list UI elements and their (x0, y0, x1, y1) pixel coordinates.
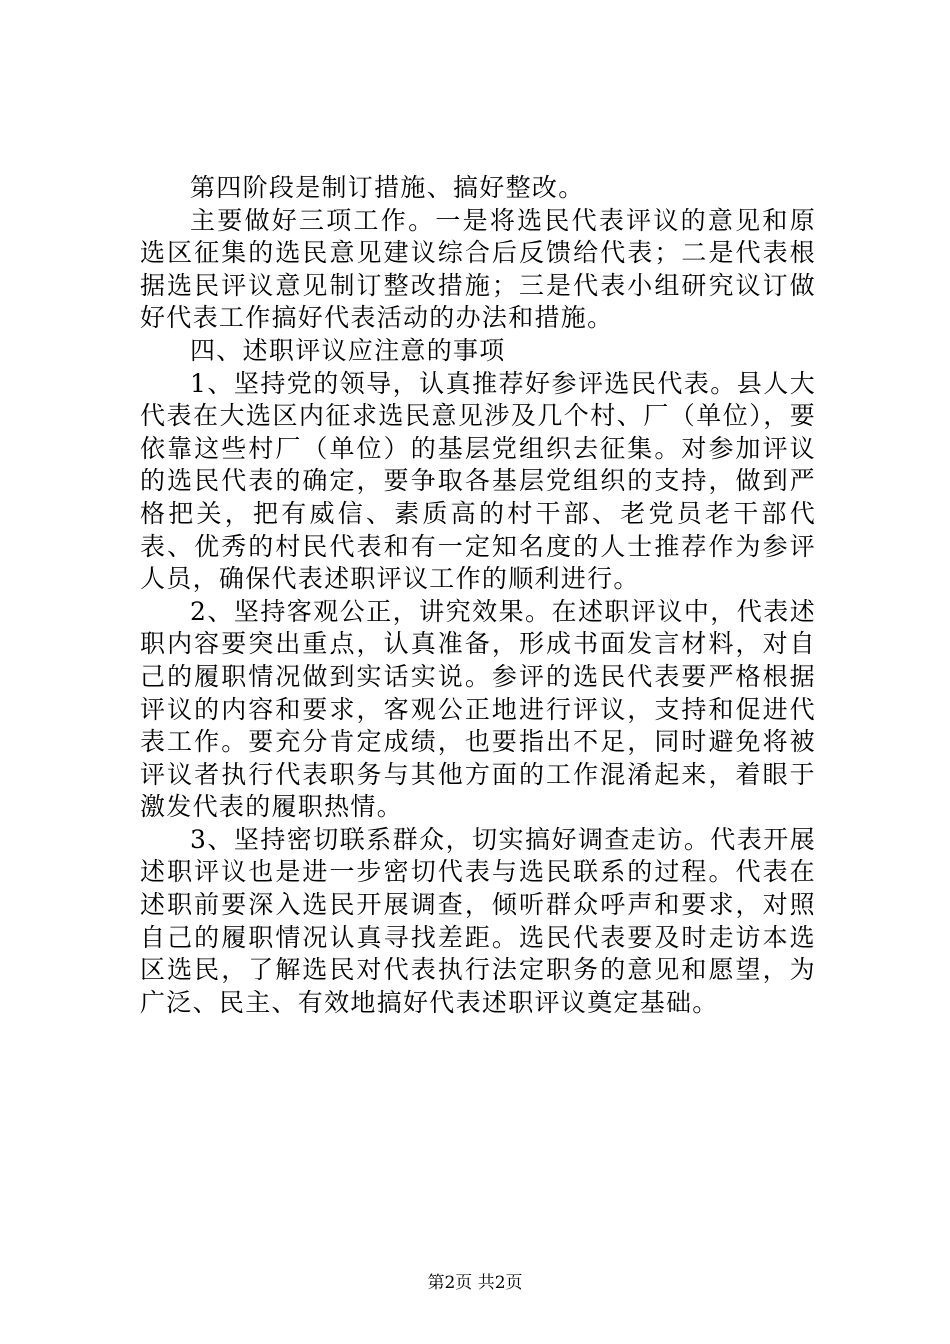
page-footer (0, 1272, 950, 1294)
page-number-label: 第2页 共2页 (427, 1273, 523, 1293)
paragraph-point-three: 3、坚持密切联系群众，切实搞好调查走访。代表开展述职评议也是进一步密切代表与选民联系的过程。代表在述职前要深入选民开展调查，倾听群众呼声和要求，对照自己的履职情况认真寻找差距。选民代表要及时走访本选区选民，了解选民对代表执行法定职务的意见和愿望，为广泛、民主、有效地搞好代表述职评议奠定基础。 (140, 824, 816, 1017)
paragraph-three-tasks: 主要做好三项工作。一是将选民代表评议的意见和原选区征集的选民意见建议综合后反馈给代表；二是代表根据选民评议意见制订整改措施；三是代表小组研究议订做好代表工作搞好代表活动的办法和措施。 (140, 205, 816, 333)
paragraph-stage-four-heading: 第四阶段是制订措施、搞好整改。 (190, 173, 585, 202)
paragraph-section-four-heading: 四、述职评议应注意的事项 (190, 335, 506, 365)
document-body (140, 172, 816, 1019)
paragraph-point-two: 2、坚持客观公正，讲究效果。在述职评议中，代表述职内容要突出重点，认真准备，形成书面发言材料，对自己的履职情况做到实话实说。参评的选民代表要严格根据评议的内容和要求，客观公正地进行评议，支持和促进代表工作。要充分肯定成绩，也要指出不足，同时避免将被评议者执行代表职务与其他方面的工作混淆起来，着眼于激发代表的履职热情。 (140, 596, 816, 822)
paragraph-point-one: 1、坚持党的领导，认真推荐好参评选民代表。县人大代表在大选区内征求选民意见涉及几个村、厂（单位），要依靠这些村厂（单位）的基层党组织去征集。对参加评议的选民代表的确定，要争取各基层党组织的支持，做到严格把关，把有威信、素质高的村干部、老党员老干部代表、优秀的村民代表和有一定知名度的人士推荐作为参评人员，确保代表述职评议工作的顺利进行。 (140, 368, 816, 594)
